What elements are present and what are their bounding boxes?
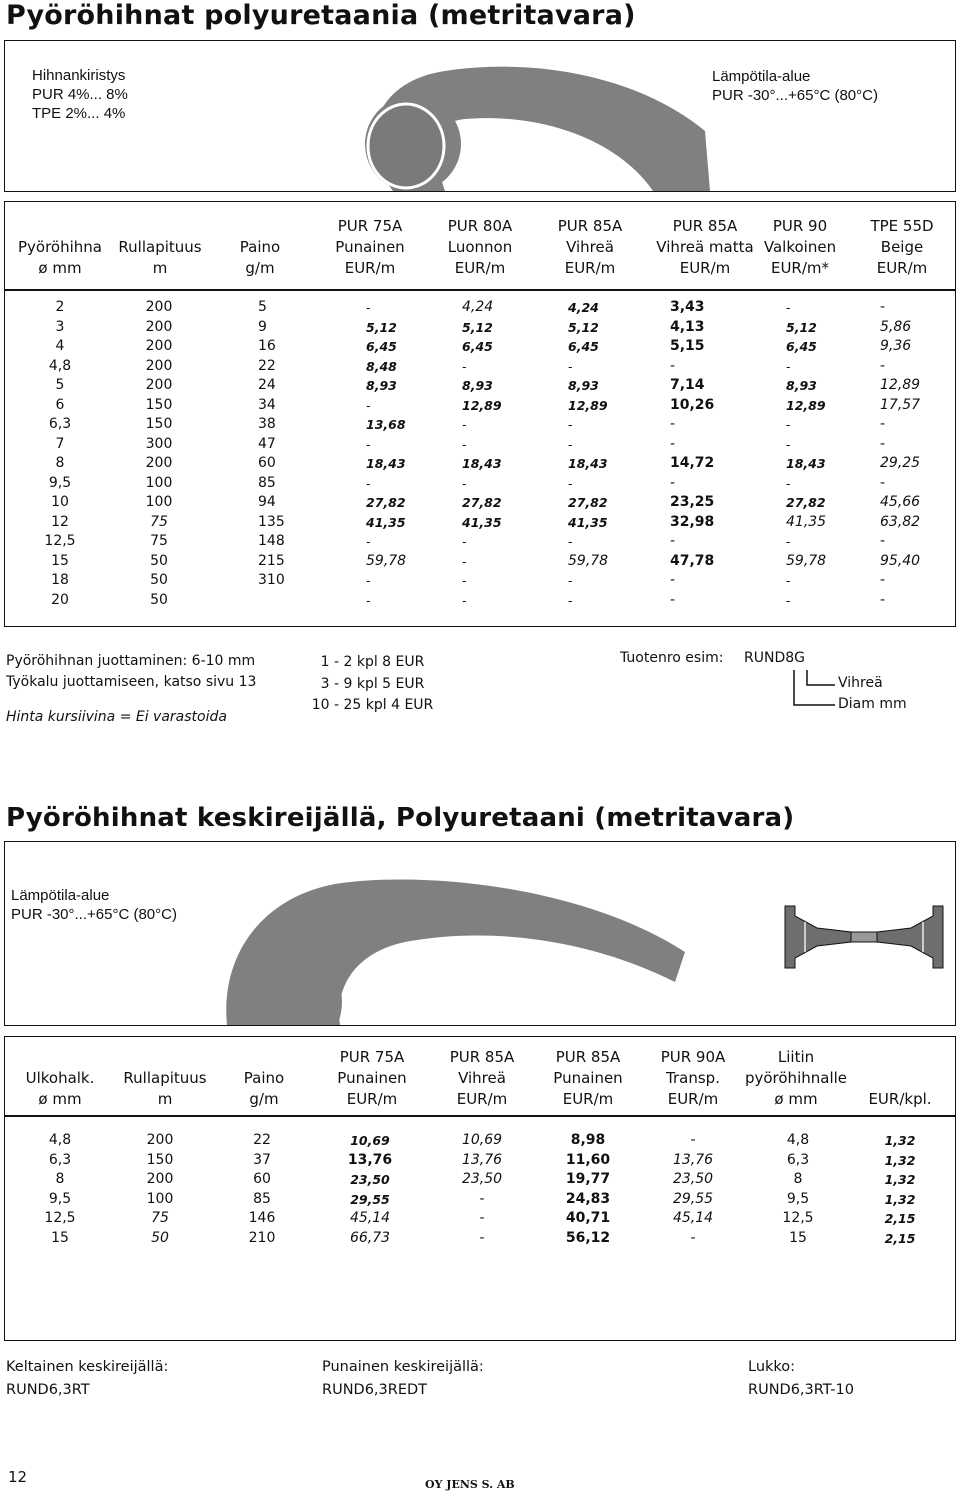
- col-roll-length: 200 200 200 200 200 150 150 300 200 100 100 75 75 50 50 50: [145, 299, 173, 608]
- product-code-example: RUND8G: [744, 650, 805, 666]
- section-title-2: Pyöröhihnat keskireijällä, Polyuretaani (metritavara): [6, 803, 795, 833]
- footer-yellow: Keltainen keskireijällä: RUND6,3RT: [6, 1359, 169, 1398]
- round-belt-image: [5, 41, 955, 191]
- product-code-parts: Vihreä Diam mm: [838, 675, 907, 712]
- col2-weight: 22 37 60 85 146 210: [248, 1132, 276, 1246]
- image-panel: [4, 40, 956, 192]
- col-pur80a: 4,24 5,12 6,45 - 8,93 12,89 - - 18,43 - 27,82 41,35 - - - -: [462, 299, 502, 608]
- product-code-brackets: [770, 668, 840, 710]
- col-tpe55d: - 5,86 9,36 - 12,89 17,57 - - 29,25 - 45,66 63,82 - 95,40 - -: [880, 299, 921, 608]
- col2-connector-price: 1,32 1,32 1,32 1,32 2,15 2,15: [884, 1133, 916, 1246]
- footer-lock: Lukko: RUND6,3RT-10: [748, 1359, 854, 1398]
- temperature-notes: Lämpötila-alue PUR -30°...+65°C (80°C): [712, 68, 878, 104]
- col2-outer-diameter: 4,8 6,3 8 9,5 12,5 15: [44, 1132, 76, 1246]
- col2-pur75a: 10,69 13,76 23,50 29,55 45,14 66,73: [347, 1133, 393, 1246]
- italic-price-note: Hinta kursiivina = Ei varastoida: [6, 709, 227, 725]
- col2-pur85a-green: 10,69 13,76 23,50 - - -: [461, 1132, 503, 1246]
- col-pur85a-green: 4,24 5,12 6,45 - 8,93 12,89 - - 18,43 - 27,82 41,35 - 59,78 - -: [568, 300, 609, 608]
- connector-image: [777, 902, 952, 972]
- tension-notes: Hihnankiristys PUR 4%... 8% TPE 2%... 4%: [32, 67, 128, 122]
- footer-red: Punainen keskireijällä: RUND6,3REDT: [322, 1359, 484, 1398]
- col-pur75a: - 5,12 6,45 8,48 8,93 - 13,68 - 18,43 - 27,82 41,35 - 59,78 - -: [366, 300, 407, 608]
- splicing-notes: Pyöröhihnan juottaminen: 6-10 mm Työkalu juottamiseen, katso sivu 13 Hinta kursiivina = Ei varastoida: [6, 651, 256, 728]
- page-number: 12: [8, 1468, 28, 1486]
- col-weight: 5 9 16 22 24 34 38 47 60 85 94 135 148 215 310: [258, 299, 285, 588]
- col2-roll-length: 200 150 200 100 75 50: [146, 1132, 174, 1246]
- product-code-label: Tuotenro esim:: [620, 650, 724, 666]
- publisher: OY JENS S. AB: [425, 1478, 515, 1491]
- col-pur85a-matte: 3,43 4,13 5,15 - 7,14 10,26 - - 14,72 - 23,25 32,98 - 47,78 - -: [670, 299, 715, 608]
- image-panel-2: [4, 841, 956, 1026]
- splicing-price-list: 1 - 2 kpl 8 EUR 3 - 9 kpl 5 EUR 10 - 25 kpl 4 EUR: [311, 654, 434, 713]
- col2-connector-diameter: 4,8 6,3 8 9,5 12,5 15: [782, 1132, 814, 1246]
- section-title: Pyöröhihnat polyuretaania (metritavara): [6, 0, 636, 31]
- col2-pur85a-red: 8,98 11,60 19,77 24,83 40,71 56,12: [565, 1132, 611, 1246]
- col-pur90: - 5,12 6,45 - 8,93 12,89 - - 18,43 - 27,82 41,35 - 59,78 - -: [786, 300, 827, 608]
- col2-pur90a: - 13,76 23,50 29,55 45,14 -: [672, 1132, 714, 1246]
- temperature-notes-2: Lämpötila-alue PUR -30°...+65°C (80°C): [11, 887, 177, 923]
- col-diameter: 2 3 4 4,8 5 6 6,3 7 8 9,5 10 12 12,5 15 18 20: [44, 299, 76, 608]
